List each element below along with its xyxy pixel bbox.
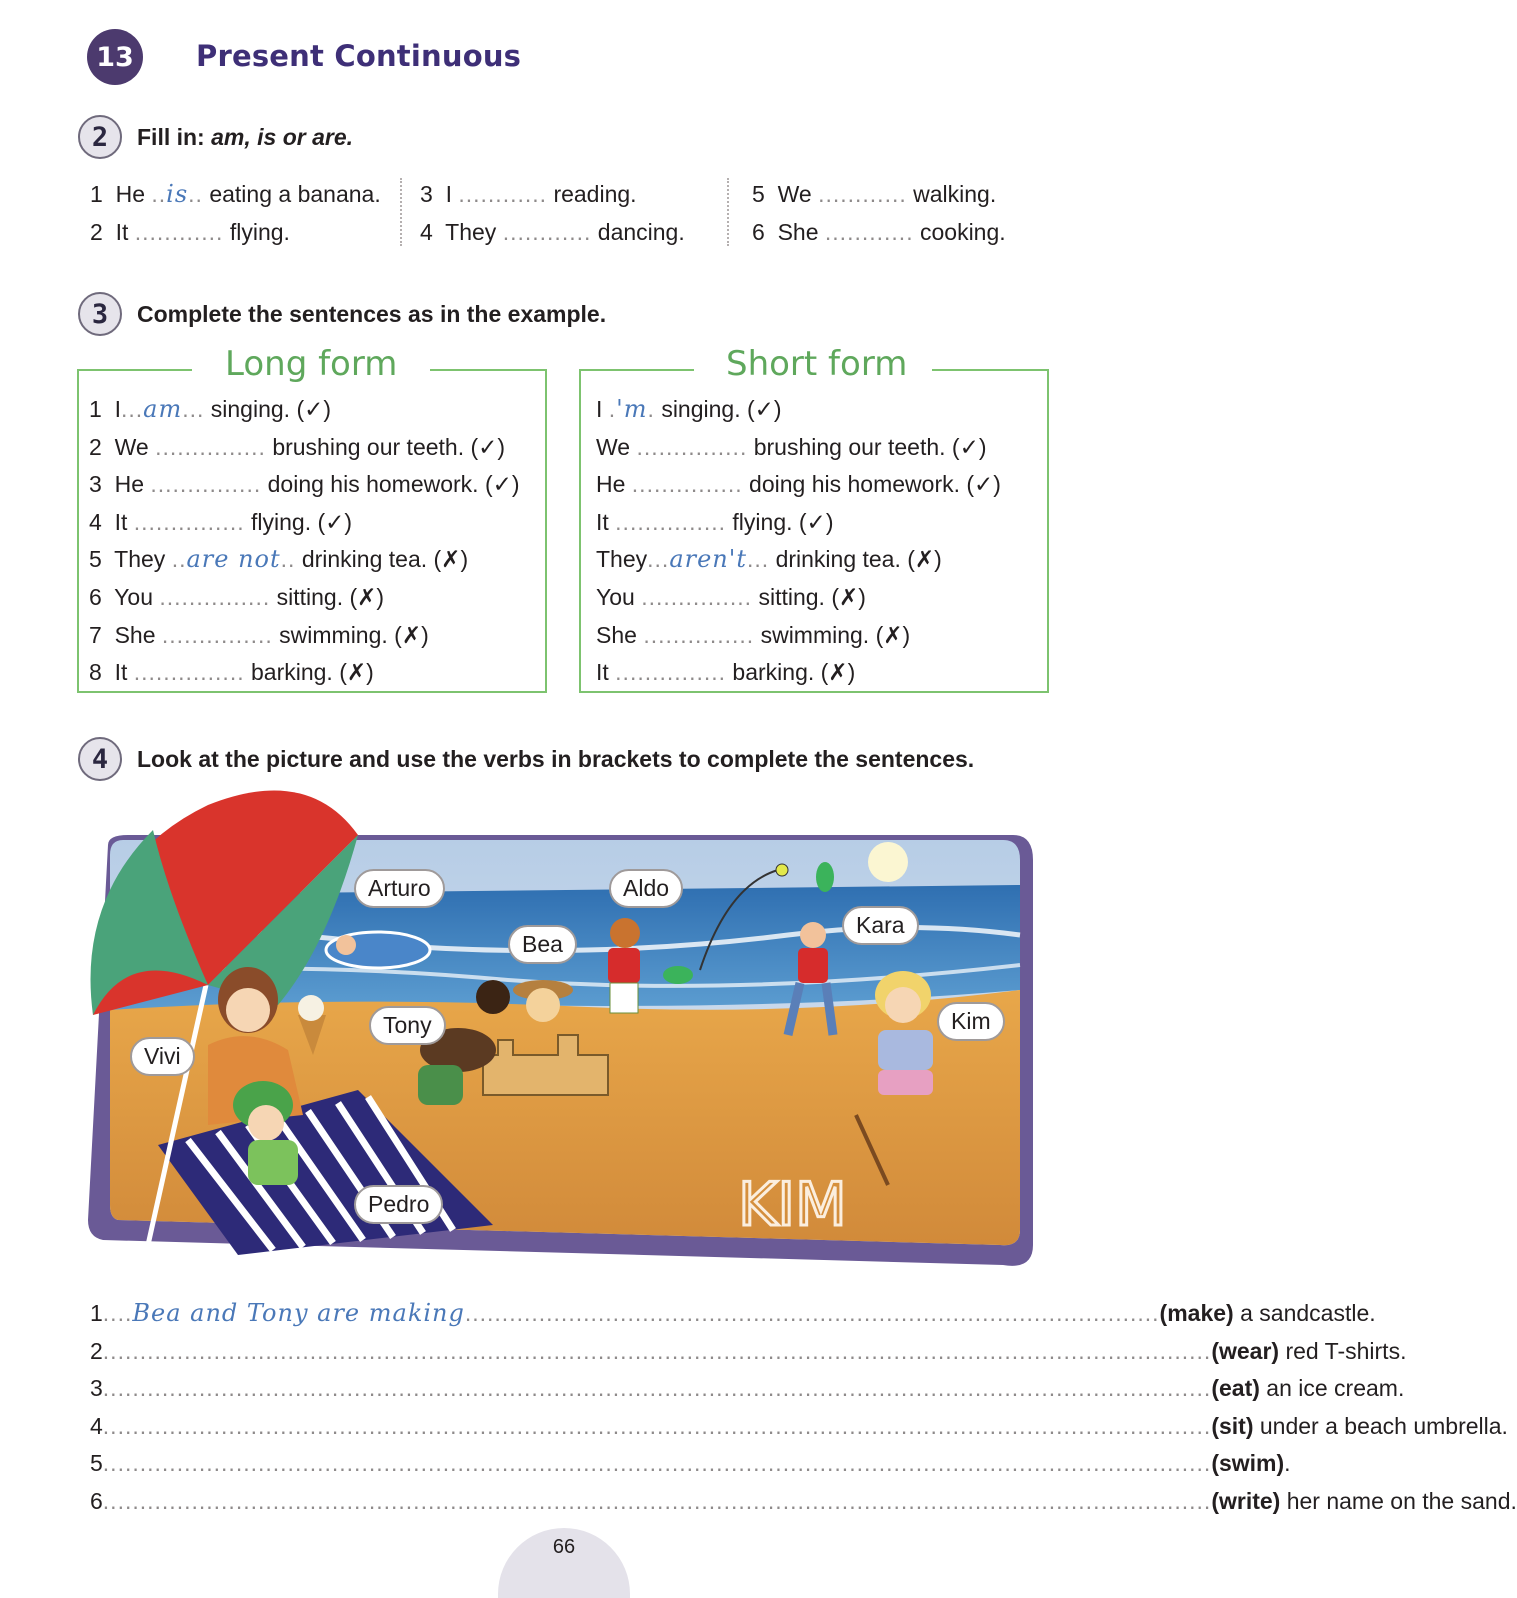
item-subject: I — [445, 181, 452, 207]
item-subject: It — [596, 508, 609, 535]
long-form-item-2 — [89, 434, 520, 472]
exercise-3-number — [78, 292, 122, 336]
item-subject: She — [777, 219, 819, 245]
long-form-item-8 — [89, 659, 520, 697]
aldo-tshirt — [608, 948, 640, 983]
short-form-item-6 — [596, 584, 1001, 622]
answer-blank[interactable]: ...................................................................................................................................................... — [102, 1412, 1212, 1439]
handwritten-answer: am — [143, 395, 183, 423]
item-rest: a sandcastle. — [1240, 1300, 1376, 1326]
item-rest: . — [1284, 1450, 1291, 1477]
item-rest: drinking tea. (✗) — [775, 546, 942, 573]
ice-cream-scoop-icon — [298, 995, 324, 1021]
item-number: 3 — [90, 1375, 103, 1402]
paddle-icon — [663, 966, 693, 984]
item-rest: cooking. — [919, 219, 1006, 245]
item-number: 6 — [90, 1487, 103, 1514]
item-subject: She — [114, 621, 156, 648]
item-rest: dancing. — [597, 219, 685, 245]
label-arturo: Arturo — [354, 869, 445, 908]
long-form-item-3 — [89, 471, 520, 509]
long-form-item-1 — [89, 396, 520, 434]
item-number: 3 — [420, 181, 433, 207]
unit-number: 13 — [96, 41, 134, 73]
item-rest: brushing our teeth. (✓) — [272, 433, 506, 460]
ex2-instruction-options: am, is or are. — [211, 124, 354, 150]
item-rest: walking. — [913, 181, 997, 207]
item-rest: reading. — [553, 181, 637, 207]
item-subject: I — [114, 396, 121, 422]
tony-shorts — [418, 1065, 463, 1105]
label-kara: Kara — [842, 906, 919, 945]
item-number: 5 — [89, 546, 102, 573]
handwritten-answer: aren't — [669, 545, 747, 574]
verb-hint: (swim) — [1211, 1450, 1285, 1477]
pedro-shirt — [248, 1140, 298, 1185]
item-subject: He — [114, 471, 144, 498]
item-number: 1 — [89, 396, 102, 422]
item-number: 4 — [89, 508, 102, 535]
answer-blank[interactable]: ............ — [134, 219, 224, 245]
ex4-item-3 — [90, 1375, 1405, 1413]
answer-blank[interactable]: ....Bea and Tony are making.............................................................................................. — [102, 1299, 1160, 1327]
answer-blank[interactable]: ..are not.. — [171, 545, 296, 574]
answer-blank[interactable]: ...................................................................................................................................................... — [102, 1487, 1212, 1514]
answer-blank[interactable]: ............... — [150, 471, 262, 498]
answer-blank[interactable]: ............... — [615, 659, 727, 686]
item-subject: I — [596, 396, 603, 422]
item-rest: red T-shirts. — [1285, 1337, 1407, 1364]
beach-illustration — [88, 785, 1033, 1270]
item-number: 2 — [89, 433, 102, 460]
item-subject: They — [596, 546, 648, 573]
unit-number-badge — [87, 29, 143, 85]
verb-hint: (sit) — [1211, 1412, 1254, 1439]
handwritten-answer: is — [166, 180, 189, 208]
ex4-item-4 — [90, 1412, 1508, 1451]
item-number: 1 — [90, 1300, 103, 1326]
item-rest: barking. (✗) — [732, 659, 856, 686]
answer-blank[interactable]: ............... — [641, 583, 753, 610]
short-form-title: Short form — [716, 344, 917, 384]
answer-blank[interactable]: ............... — [133, 508, 245, 535]
long-form-item-4 — [89, 509, 520, 547]
ex4-item-6 — [90, 1487, 1517, 1526]
long-form-item-7 — [89, 622, 520, 660]
answer-blank[interactable]: .'m. — [608, 395, 655, 423]
short-form-item-1 — [596, 396, 1001, 434]
exercise-4-number-text: 4 — [91, 743, 109, 775]
item-rest: singing. (✓) — [661, 396, 782, 422]
long-form-item-6 — [89, 584, 520, 622]
pedro-head — [248, 1105, 284, 1141]
kim-shorts — [878, 1070, 933, 1095]
label-aldo: Aldo — [609, 869, 683, 908]
item-subject: They — [445, 219, 497, 245]
ex2-item-4 — [420, 219, 685, 245]
short-form-item-4 — [596, 509, 1001, 547]
verb-hint: (make) — [1159, 1300, 1234, 1326]
item-subject: He — [115, 181, 145, 207]
item-subject: You — [596, 583, 635, 610]
item-rest: under a beach umbrella. — [1259, 1412, 1508, 1439]
answer-blank[interactable]: ............... — [155, 433, 266, 460]
item-rest: swimming. (✗) — [760, 621, 911, 648]
handwritten-answer: 'm — [616, 395, 648, 423]
label-tony: Tony — [369, 1006, 446, 1045]
exercise-3-instruction: Complete the sentences as in the example. — [137, 301, 607, 327]
aldo-shorts — [610, 983, 638, 1013]
ex2-item-5 — [752, 181, 996, 207]
item-number: 6 — [752, 219, 765, 245]
answer-blank[interactable]: ............... — [133, 659, 245, 686]
long-form-title: Long form — [215, 344, 407, 384]
item-subject: You — [114, 583, 153, 610]
item-rest: barking. (✗) — [251, 659, 374, 686]
item-subject: It — [115, 219, 129, 245]
short-form-item-7 — [596, 622, 1001, 660]
item-number: 3 — [89, 471, 102, 498]
item-rest: doing his homework. (✓) — [749, 471, 1001, 498]
handwritten-answer: Bea and Tony are making — [132, 1299, 465, 1327]
item-subject: It — [114, 508, 128, 535]
item-subject: They — [114, 546, 166, 573]
label-kim: Kim — [937, 1002, 1005, 1041]
item-rest: sitting. (✗) — [276, 583, 385, 610]
vivi-head — [226, 988, 270, 1032]
item-number: 5 — [752, 181, 765, 207]
aldo-head — [610, 918, 640, 948]
short-form-list — [596, 396, 1001, 697]
answer-blank[interactable]: ...aren't... — [647, 545, 770, 574]
item-subject: She — [596, 621, 637, 648]
item-subject: We — [777, 181, 812, 207]
item-rest: drinking tea. (✗) — [301, 546, 469, 573]
exercise-2-number — [78, 115, 122, 159]
item-number: 8 — [89, 659, 102, 686]
answer-blank[interactable]: ............ — [458, 181, 548, 207]
kim-head — [885, 987, 921, 1023]
short-form-top-border-left — [579, 369, 694, 371]
short-form-item-8 — [596, 659, 1001, 697]
item-number: 2 — [90, 1337, 103, 1364]
verb-hint: (wear) — [1211, 1337, 1280, 1364]
item-rest: swimming. (✗) — [279, 621, 429, 648]
item-subject: It — [596, 659, 609, 686]
long-form-item-5 — [89, 546, 520, 584]
answer-blank[interactable]: ..is.. — [151, 180, 203, 208]
item-number: 4 — [420, 219, 433, 245]
label-bea: Bea — [508, 925, 577, 964]
long-form-top-border-left — [77, 369, 192, 371]
page-number: 66 — [552, 1536, 576, 1558]
ex2-item-3 — [420, 181, 637, 207]
item-rest: doing his homework. (✓) — [267, 471, 520, 498]
ex2-item-2 — [90, 219, 290, 245]
answer-blank[interactable]: ............ — [824, 219, 914, 245]
answer-blank[interactable]: ...am... — [120, 395, 205, 423]
item-rest: an ice cream. — [1266, 1375, 1405, 1402]
tony-head — [476, 980, 510, 1014]
item-rest: flying. (✓) — [732, 508, 834, 535]
answer-blank[interactable]: ............ — [818, 181, 907, 207]
ex4-item-5 — [90, 1450, 1291, 1488]
answer-blank[interactable]: ...................................................................................................................................................... — [102, 1337, 1212, 1364]
answer-blank[interactable]: ............... — [615, 508, 727, 535]
ex2-instruction-prefix: Fill in: — [137, 124, 205, 150]
bea-head — [526, 988, 560, 1022]
paddle-icon — [816, 862, 834, 892]
answer-blank[interactable]: ............... — [643, 621, 755, 648]
handwritten-answer: are not — [186, 545, 281, 574]
short-form-item-3 — [596, 471, 1001, 509]
ex4-sentence-list — [90, 1299, 1517, 1526]
exercise-3-number-text: 3 — [91, 298, 109, 330]
item-rest: her name on the sand. — [1286, 1487, 1517, 1514]
item-subject: We — [114, 433, 149, 460]
item-rest: flying. — [229, 219, 290, 245]
page-number-tab — [498, 1528, 630, 1598]
exercise-4-instruction: Look at the picture and use the verbs in brackets to complete the sentences. — [137, 746, 975, 772]
column-separator — [400, 178, 402, 246]
sand-writing: KIM — [738, 1170, 847, 1240]
verb-hint: (eat) — [1211, 1375, 1260, 1402]
column-separator — [727, 178, 729, 246]
answer-blank[interactable]: ............... — [159, 583, 271, 610]
label-vivi: Vivi — [130, 1037, 195, 1076]
ex4-item-1 — [90, 1299, 1376, 1338]
answer-blank[interactable]: ............... — [161, 621, 273, 648]
sun — [868, 842, 908, 882]
item-number: 2 — [90, 219, 103, 245]
short-form-item-2 — [596, 434, 1001, 472]
item-subject: It — [114, 659, 128, 686]
item-subject: He — [596, 471, 626, 498]
ex2-item-1 — [90, 181, 381, 207]
item-number: 6 — [89, 583, 102, 610]
long-form-list — [89, 396, 520, 697]
item-rest: singing. (✓) — [210, 396, 332, 422]
answer-blank[interactable]: ...................................................................................................................................................... — [102, 1375, 1212, 1402]
item-number: 5 — [90, 1450, 103, 1477]
short-form-top-border-right — [932, 369, 1049, 371]
item-number: 4 — [90, 1412, 103, 1439]
exercise-2-instruction — [137, 124, 353, 151]
item-rest: flying. (✓) — [251, 508, 353, 535]
kara-head — [800, 922, 826, 948]
answer-blank[interactable]: ............ — [502, 219, 592, 245]
kim-top — [878, 1030, 933, 1070]
ball-icon — [776, 864, 788, 876]
beach-picture — [88, 785, 1033, 1270]
kara-tshirt — [798, 948, 828, 983]
answer-blank[interactable]: ............... — [631, 471, 743, 498]
verb-hint: (write) — [1211, 1487, 1281, 1514]
swimmer-head — [336, 935, 356, 955]
exercise-2-number-text: 2 — [91, 121, 109, 153]
ex2-item-6 — [752, 219, 1006, 245]
unit-title: Present Continuous — [196, 39, 522, 73]
item-number: 1 — [90, 181, 103, 207]
short-form-item-5 — [596, 546, 1001, 584]
exercise-4-number — [78, 737, 122, 781]
item-rest: eating a banana. — [209, 181, 381, 207]
long-form-top-border-right — [430, 369, 547, 371]
label-pedro: Pedro — [354, 1185, 443, 1224]
item-rest: sitting. (✗) — [758, 583, 866, 610]
answer-blank[interactable]: ...................................................................................................................................................... — [102, 1450, 1212, 1477]
ex4-item-2 — [90, 1337, 1407, 1376]
item-rest: brushing our teeth. (✓) — [753, 433, 987, 460]
item-number: 7 — [89, 621, 102, 648]
answer-blank[interactable]: ............... — [636, 433, 748, 460]
item-subject: We — [596, 433, 631, 460]
